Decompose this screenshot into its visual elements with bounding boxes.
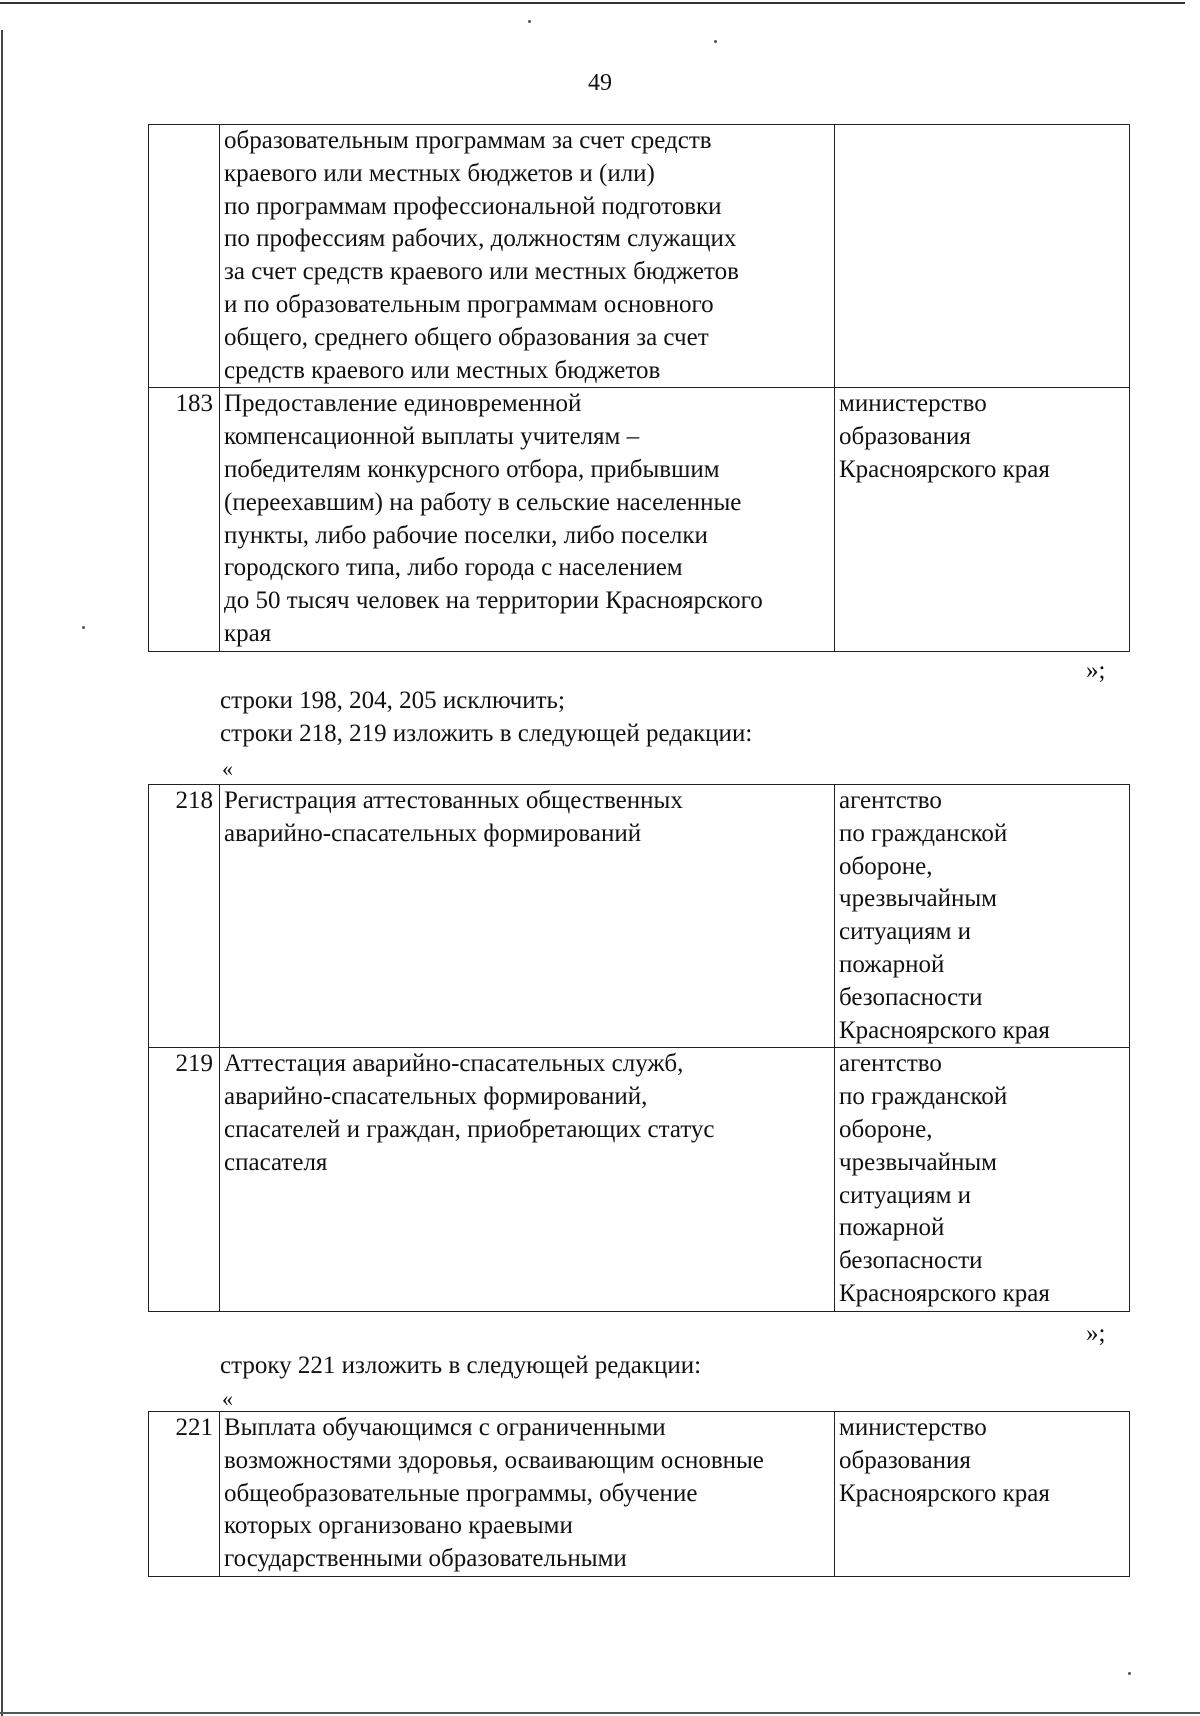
text-line: по программам профессиональной подготовки — [224, 192, 722, 220]
row-number: 221 — [149, 1412, 220, 1577]
scan-speck — [82, 626, 85, 629]
opening-quote: « — [222, 1386, 233, 1411]
text-line: Выплата обучающимся с ограниченными — [224, 1414, 666, 1441]
text-line: общего, среднего общего образования за счет — [224, 323, 709, 351]
agency-line: Красноярского края — [839, 1016, 1050, 1044]
agency-line: пожарной — [839, 950, 945, 978]
agency-line: агентство — [839, 1050, 942, 1078]
agency-line: обороне, — [839, 852, 933, 880]
text-line: которых организовано краевыми — [224, 1512, 573, 1540]
text-line: пункты, либо рабочие поселки, либо поселки — [224, 521, 708, 549]
agency-line: агентство — [839, 787, 942, 814]
text-line: Регистрация аттестованных общественных — [224, 787, 683, 814]
service-description — [220, 785, 835, 1048]
text-line: (переехавшим) на работу в сельские населенные — [224, 488, 742, 516]
row-number: 219 — [149, 1048, 220, 1311]
agency-line: Красноярского края — [839, 455, 1050, 483]
agency-line: Красноярского края — [839, 1479, 1050, 1507]
responsible-agency — [835, 125, 1130, 388]
service-description — [220, 1412, 835, 1577]
text-line: общеобразовательные программы, обучение — [224, 1479, 698, 1507]
table-row — [149, 1048, 1130, 1311]
table-row — [149, 1412, 1130, 1577]
table-row-221 — [148, 1411, 1130, 1577]
text-line: краевого или местных бюджетов и (или) — [224, 159, 655, 187]
amendment-instruction: строки 218, 219 изложить в следующей редакции: — [220, 720, 753, 747]
agency-line: безопасности — [839, 1247, 983, 1275]
text-line: компенсационной выплаты учителям – — [224, 423, 640, 451]
row-number — [149, 125, 220, 388]
text-line: аварийно-спасательных формирований, — [224, 1083, 648, 1111]
agency-line: по гражданской — [839, 819, 1008, 847]
opening-quote: « — [222, 756, 233, 781]
agency-line: министерство — [839, 390, 987, 418]
table-rows-218-219 — [148, 784, 1130, 1312]
agency-line: обороне, — [839, 1115, 933, 1143]
agency-line: ситуациям и — [839, 1181, 972, 1209]
text-line: спасателей и граждан, приобретающих статус — [224, 1115, 715, 1143]
scan-speck — [528, 20, 531, 23]
text-line: и по образовательным программам основного — [224, 290, 714, 318]
agency-line: образования — [839, 1446, 971, 1474]
text-line: Предоставление единовременной — [224, 390, 582, 418]
text-line: образовательным программам за счет средств — [224, 127, 712, 154]
text-line: городского типа, либо города с населением — [224, 554, 683, 582]
closing-quote: »; — [1086, 1320, 1106, 1347]
text-line: Аттестация аварийно-спасательных служб, — [224, 1050, 684, 1078]
text-line: средств краевого или местных бюджетов — [224, 356, 661, 384]
text-line: до 50 тысяч человек на территории Красноярского — [224, 587, 763, 615]
service-description — [220, 388, 835, 651]
table-row — [149, 388, 1130, 651]
agency-line: Красноярского края — [839, 1279, 1050, 1307]
page-number: 49 — [588, 70, 612, 96]
amendment-instruction: строку 221 изложить в следующей редакции: — [220, 1352, 702, 1379]
row-number: 218 — [149, 785, 220, 1048]
agency-line: пожарной — [839, 1214, 945, 1242]
table-row — [149, 125, 1130, 388]
agency-line: безопасности — [839, 983, 983, 1011]
text-line: государственными образовательными — [224, 1545, 627, 1573]
table-row — [149, 785, 1130, 1048]
text-line: аварийно-спасательных формирований — [224, 819, 642, 847]
scan-speck — [714, 40, 717, 43]
agency-line: министерство — [839, 1414, 987, 1441]
text-line: края — [224, 619, 272, 647]
service-description — [220, 125, 835, 388]
responsible-agency — [835, 1048, 1130, 1311]
text-line: за счет средств краевого или местных бюджетов — [224, 258, 739, 286]
agency-line: чрезвычайным — [839, 885, 997, 913]
scan-speck — [1128, 1672, 1131, 1675]
agency-line: по гражданской — [839, 1083, 1008, 1111]
agency-line: ситуациям и — [839, 918, 972, 946]
agency-line: образования — [839, 423, 971, 451]
amendment-instruction: строки 198, 204, 205 исключить; — [220, 687, 565, 714]
service-description — [220, 1048, 835, 1311]
scan-border-top — [0, 2, 1185, 4]
table-rows-continued — [148, 124, 1130, 652]
scan-border-left — [1, 30, 3, 1716]
text-line: победителям конкурсного отбора, прибывшим — [224, 455, 720, 483]
responsible-agency — [835, 388, 1130, 651]
row-number: 183 — [149, 388, 220, 651]
responsible-agency — [835, 1412, 1130, 1577]
text-line: спасателя — [224, 1148, 328, 1176]
text-line: возможностями здоровья, осваивающим основные — [224, 1446, 764, 1474]
agency-line: чрезвычайным — [839, 1148, 997, 1176]
text-line: по профессиям рабочих, должностям служащих — [224, 225, 737, 253]
responsible-agency — [835, 785, 1130, 1048]
scan-border-bottom — [0, 1712, 1200, 1714]
closing-quote: »; — [1086, 657, 1106, 684]
